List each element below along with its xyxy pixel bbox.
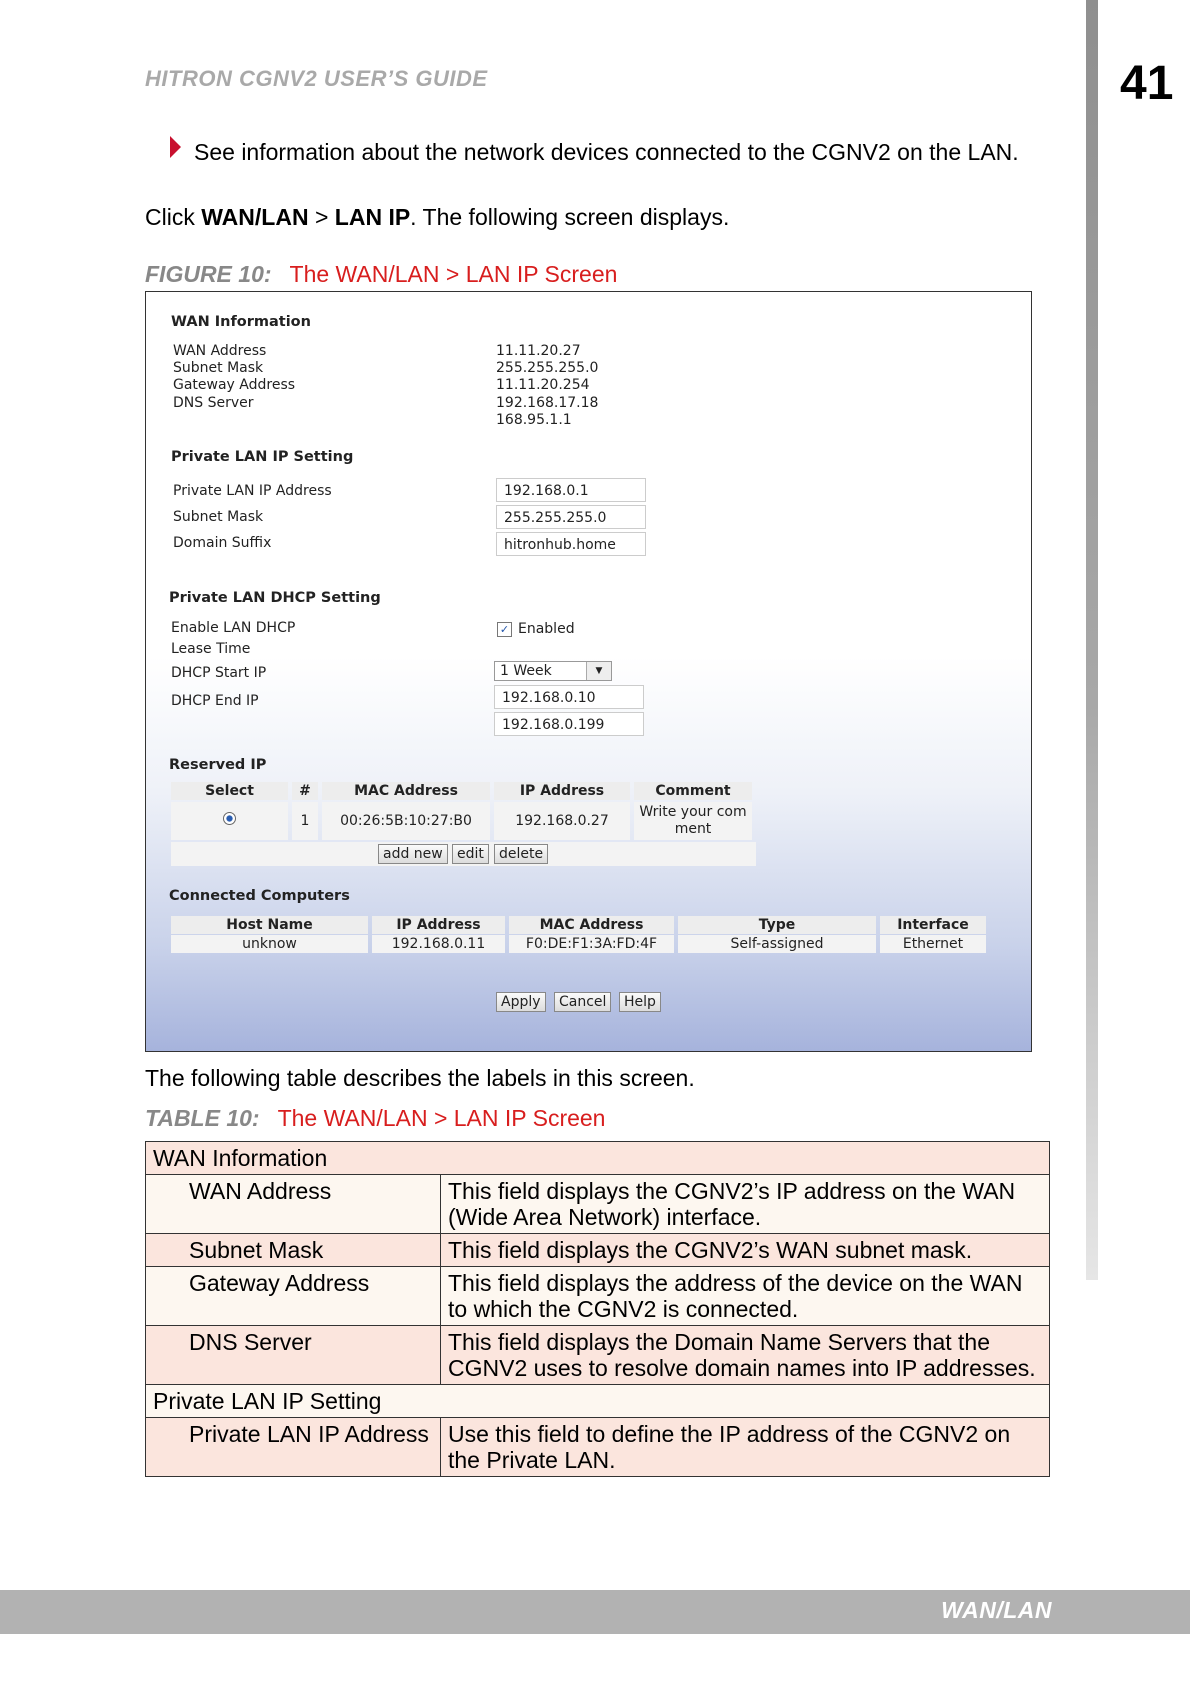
field-name: Private LAN IP Address	[146, 1418, 441, 1477]
connected-col: Host Name	[171, 916, 368, 934]
reserved-col: IP Address	[494, 782, 630, 800]
table-row	[146, 1175, 1050, 1234]
reserved-col: Select	[171, 782, 288, 800]
field-name: Subnet Mask	[146, 1234, 441, 1267]
reserved-ip: 192.168.0.27	[494, 802, 630, 840]
wan-label: Gateway Address	[173, 377, 296, 393]
menu-lan-ip: LAN IP	[334, 204, 411, 230]
menu-wan-lan: WAN/LAN	[201, 204, 309, 230]
wan-label: DNS Server	[173, 395, 254, 411]
figure-label: FIGURE 10:	[145, 261, 272, 287]
table-caption	[145, 1105, 605, 1132]
section-heading: Private LAN IP Setting	[146, 1385, 1050, 1418]
wan-value: 192.168.17.18	[496, 395, 599, 411]
connected-col: MAC Address	[509, 916, 674, 934]
instruction-text: Click WAN/LAN > LAN IP. The following screen displays.	[145, 204, 730, 230]
reserved-col: #	[292, 782, 318, 800]
running-header: HITRON CGNV2 USER’S GUIDE	[145, 66, 488, 91]
table-row	[146, 1267, 1050, 1326]
dhcp-label: DHCP Start IP	[171, 665, 267, 681]
description-table	[145, 1141, 1050, 1477]
section-row	[146, 1142, 1050, 1175]
wan-value: 255.255.255.0	[496, 360, 599, 376]
select-cell[interactable]	[171, 802, 288, 840]
dhcp-label: Enable LAN DHCP	[171, 620, 296, 636]
reserved-col: MAC Address	[322, 782, 490, 800]
field-desc: This field displays the CGNV2’s WAN subnet mask.	[441, 1234, 1050, 1267]
enable-dhcp-checkbox[interactable]: ✓	[497, 622, 512, 637]
edit-button[interactable]: edit	[452, 844, 489, 864]
wan-value: 11.11.20.27	[496, 343, 581, 359]
chevron-down-icon: ▼	[586, 662, 611, 680]
dhcp-end-input[interactable]: 192.168.0.199	[494, 712, 644, 736]
reserved-comment[interactable]: Write your com ment	[634, 802, 752, 840]
dhcp-label: DHCP End IP	[171, 693, 259, 709]
field-desc: This field displays the CGNV2’s IP address on the WAN (Wide Area Network) interface.	[441, 1175, 1050, 1234]
connected-col: IP Address	[372, 916, 505, 934]
connected-cell: 192.168.0.11	[372, 935, 505, 953]
table-row	[146, 1418, 1050, 1477]
cancel-button[interactable]: Cancel	[554, 992, 611, 1012]
wan-heading: WAN Information	[171, 314, 311, 330]
bullet-arrow-icon	[170, 136, 181, 158]
connected-cell: unknow	[171, 935, 368, 953]
page-number: 41	[1120, 57, 1174, 110]
table-row	[146, 1326, 1050, 1385]
field-name: WAN Address	[146, 1175, 441, 1234]
help-button[interactable]: Help	[619, 992, 661, 1012]
private-lan-label: Subnet Mask	[173, 509, 264, 525]
field-name: Gateway Address	[146, 1267, 441, 1326]
reserved-mac: 00:26:5B:10:27:B0	[322, 802, 490, 840]
connected-col: Interface	[880, 916, 986, 934]
field-name: DNS Server	[146, 1326, 441, 1385]
field-desc: This field displays the Domain Name Servers that the CGNV2 uses to resolve domain names into IP addresses.	[441, 1326, 1050, 1385]
connected-cell: Ethernet	[880, 935, 986, 953]
private-lan-subnet-input[interactable]: 255.255.255.0	[496, 505, 646, 529]
lease-time-value: 1 Week	[500, 663, 552, 679]
enabled-label: Enabled	[518, 621, 575, 637]
footer-section-title: WAN/LAN	[941, 1597, 1052, 1623]
apply-button[interactable]: Apply	[496, 992, 546, 1012]
connected-col: Type	[678, 916, 876, 934]
bullet-text: See information about the network devices connected to the CGNV2 on the LAN.	[194, 139, 1019, 165]
wan-value: 168.95.1.1	[496, 412, 572, 428]
reserved-header-row	[171, 782, 756, 800]
wan-label: WAN Address	[173, 343, 267, 359]
figure-title: The WAN/LAN > LAN IP Screen	[289, 261, 618, 287]
private-lan-ip-input[interactable]: 192.168.0.1	[496, 478, 646, 502]
connected-heading: Connected Computers	[169, 888, 350, 904]
reserved-col: Comment	[634, 782, 752, 800]
table-row	[146, 1234, 1050, 1267]
dhcp-start-input[interactable]: 192.168.0.10	[494, 685, 644, 709]
table-row	[171, 935, 990, 953]
private-lan-heading: Private LAN IP Setting	[171, 449, 354, 465]
table-title: The WAN/LAN > LAN IP Screen	[277, 1105, 606, 1131]
private-lan-label: Domain Suffix	[173, 535, 272, 551]
radio-select[interactable]	[223, 812, 236, 825]
domain-suffix-input[interactable]: hitronhub.home	[496, 532, 646, 556]
field-desc: This field displays the address of the device on the WAN to which the CGNV2 is connected.	[441, 1267, 1050, 1326]
delete-button[interactable]: delete	[494, 844, 548, 864]
connected-cell: Self-assigned	[678, 935, 876, 953]
table-label: TABLE 10:	[145, 1105, 260, 1131]
dhcp-label: Lease Time	[171, 641, 251, 657]
add-new-button[interactable]: add new	[378, 844, 448, 864]
figure-caption	[145, 261, 617, 288]
dhcp-heading: Private LAN DHCP Setting	[169, 590, 381, 606]
connected-cell: F0:DE:F1:3A:FD:4F	[509, 935, 674, 953]
table-row	[171, 802, 756, 840]
reserved-heading: Reserved IP	[169, 757, 267, 773]
field-desc: Use this field to define the IP address of the CGNV2 on the Private LAN.	[441, 1418, 1050, 1477]
section-row	[146, 1385, 1050, 1418]
row-number: 1	[292, 802, 318, 840]
wan-label: Subnet Mask	[173, 360, 264, 376]
screenshot-frame	[145, 291, 1032, 1052]
private-lan-label: Private LAN IP Address	[173, 483, 332, 499]
lease-time-select[interactable]	[494, 661, 612, 681]
section-heading: WAN Information	[146, 1142, 1050, 1175]
connected-header-row	[171, 916, 990, 934]
side-bar-decoration	[1086, 0, 1098, 1280]
wan-value: 11.11.20.254	[496, 377, 590, 393]
table-intro-text: The following table describes the labels in this screen.	[145, 1065, 695, 1091]
